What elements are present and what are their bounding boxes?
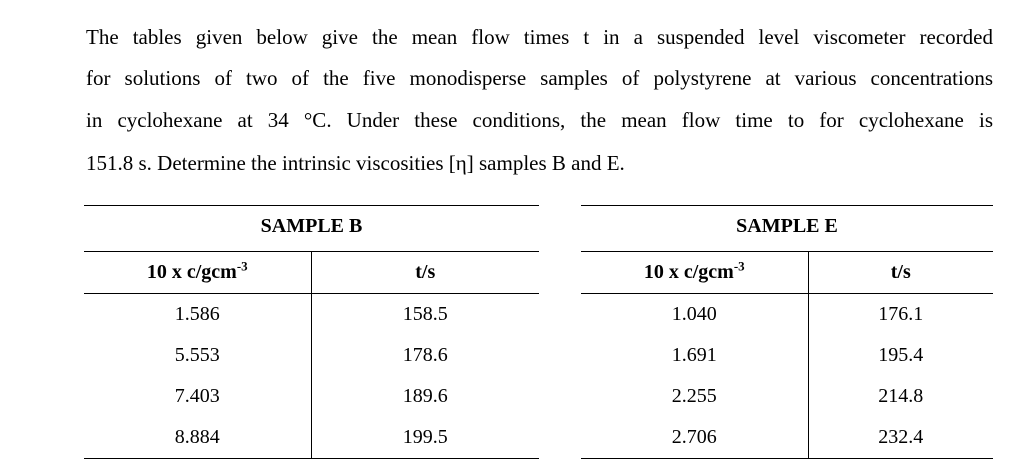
- time-cell: 158.5: [402, 303, 448, 325]
- paragraph-line-3: in cyclohexane at 34 °C. Under these conditions, the mean flow time to for cyclohexane is: [86, 108, 993, 132]
- concentration-cell: 8.884: [84, 417, 311, 459]
- concentration-cell: 1.691: [581, 335, 808, 376]
- time-cell: 199.5: [311, 417, 539, 459]
- time-cell: 195.4: [878, 344, 924, 366]
- table-row: [581, 294, 993, 336]
- sample-b-concentration-header: [84, 252, 311, 294]
- sample-e-title: SAMPLE E: [581, 206, 993, 252]
- table-row: [581, 417, 993, 459]
- concentration-cell: 1.586: [84, 294, 311, 336]
- sample-e-concentration-header: [581, 252, 808, 294]
- time-cell: 178.6: [402, 344, 448, 366]
- sample-b-time-header: t/s: [311, 252, 539, 294]
- sample-e-time-header: t/s: [808, 252, 993, 294]
- table-row: [84, 417, 539, 459]
- paragraph-line-4: 151.8 s. Determine the intrinsic viscosities [η] samples B and E.: [86, 151, 625, 175]
- concentration-cell: 2.706: [581, 417, 808, 459]
- concentration-header-exponent: -3: [236, 258, 248, 274]
- concentration-cell: 7.403: [84, 376, 311, 417]
- time-cell: 189.6: [402, 385, 448, 407]
- table-row: [581, 335, 993, 376]
- table-row: [581, 376, 993, 417]
- concentration-cell: 5.553: [84, 335, 311, 376]
- table-row: [84, 376, 539, 417]
- table-row: [84, 335, 539, 376]
- sample-e-table: [581, 205, 993, 459]
- time-cell: 214.8: [878, 385, 924, 407]
- paragraph-line-1: The tables given below give the mean flow times t in a suspended level viscometer recorded: [86, 25, 993, 49]
- sample-b-table: [84, 205, 539, 459]
- time-cell: 176.1: [878, 303, 924, 325]
- concentration-header-text: 10 x c/gcm: [643, 261, 734, 283]
- concentration-header-exponent: -3: [733, 258, 745, 274]
- time-cell: 232.4: [808, 417, 993, 459]
- paragraph-line-2: for solutions of two of the five monodisperse samples of polystyrene at various concentrations: [86, 66, 993, 90]
- concentration-header-text: 10 x c/gcm: [146, 261, 237, 283]
- sample-b-title: SAMPLE B: [84, 206, 539, 252]
- concentration-cell: 2.255: [581, 376, 808, 417]
- concentration-cell: 1.040: [581, 294, 808, 336]
- table-row: [84, 294, 539, 336]
